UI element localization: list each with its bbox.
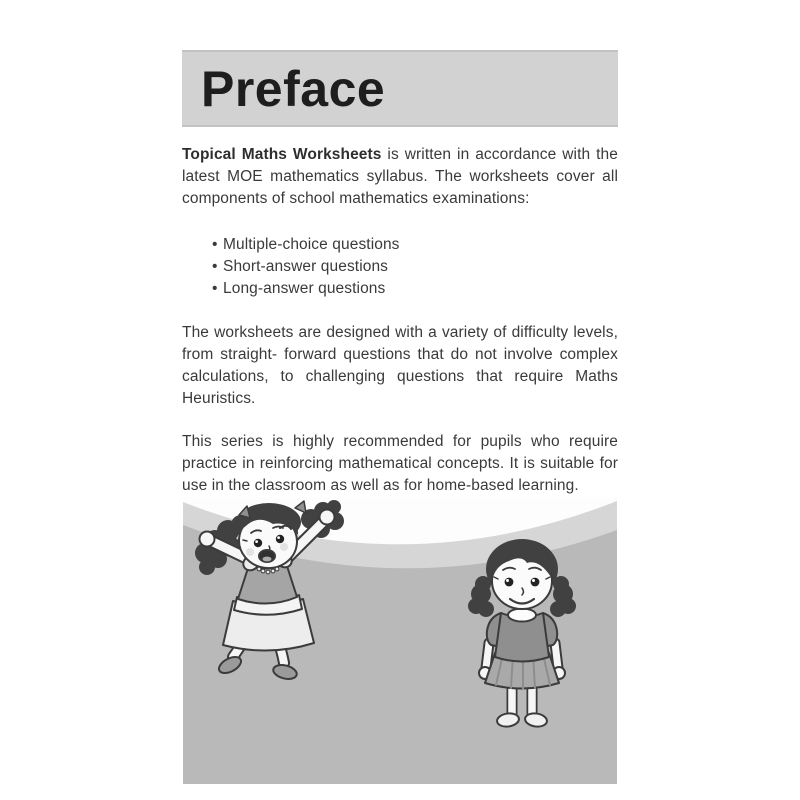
list-item-label: Multiple-choice questions (223, 236, 400, 253)
list-item (212, 256, 618, 278)
bullet-icon: • (212, 280, 218, 297)
list-item-label: Long-answer questions (223, 280, 386, 297)
series-name: Topical Maths Worksheets (182, 146, 382, 163)
bullet-icon: • (212, 258, 218, 275)
intro-paragraph-text: is written in accordance with the latest MOE mathematics syllabus. The worksheets cover all components of school mathematics examinations: (182, 146, 618, 207)
page-title: Preface (201, 60, 386, 117)
list-item-label: Short-answer questions (223, 258, 389, 275)
preface-body (182, 144, 618, 497)
recommendation-paragraph: This series is highly recommended for pupils who require practice in reinforcing mathematical concepts. It is suitable for use in the classroom as well as for home-based learning. (182, 433, 618, 494)
bullet-icon: • (212, 236, 218, 253)
intro-paragraph (182, 144, 618, 210)
list-item (212, 278, 618, 300)
illustration-canvas (183, 497, 617, 784)
page-title-banner (182, 50, 618, 127)
question-types-list (182, 234, 618, 300)
collar (508, 609, 536, 622)
list-item (212, 234, 618, 256)
difficulty-paragraph: The worksheets are designed with a variety of difficulty levels, from straight- forward questions that do not involve complex calculations, to challenging questions that require Maths Heuristics. (182, 324, 618, 407)
children-illustration (183, 497, 617, 784)
